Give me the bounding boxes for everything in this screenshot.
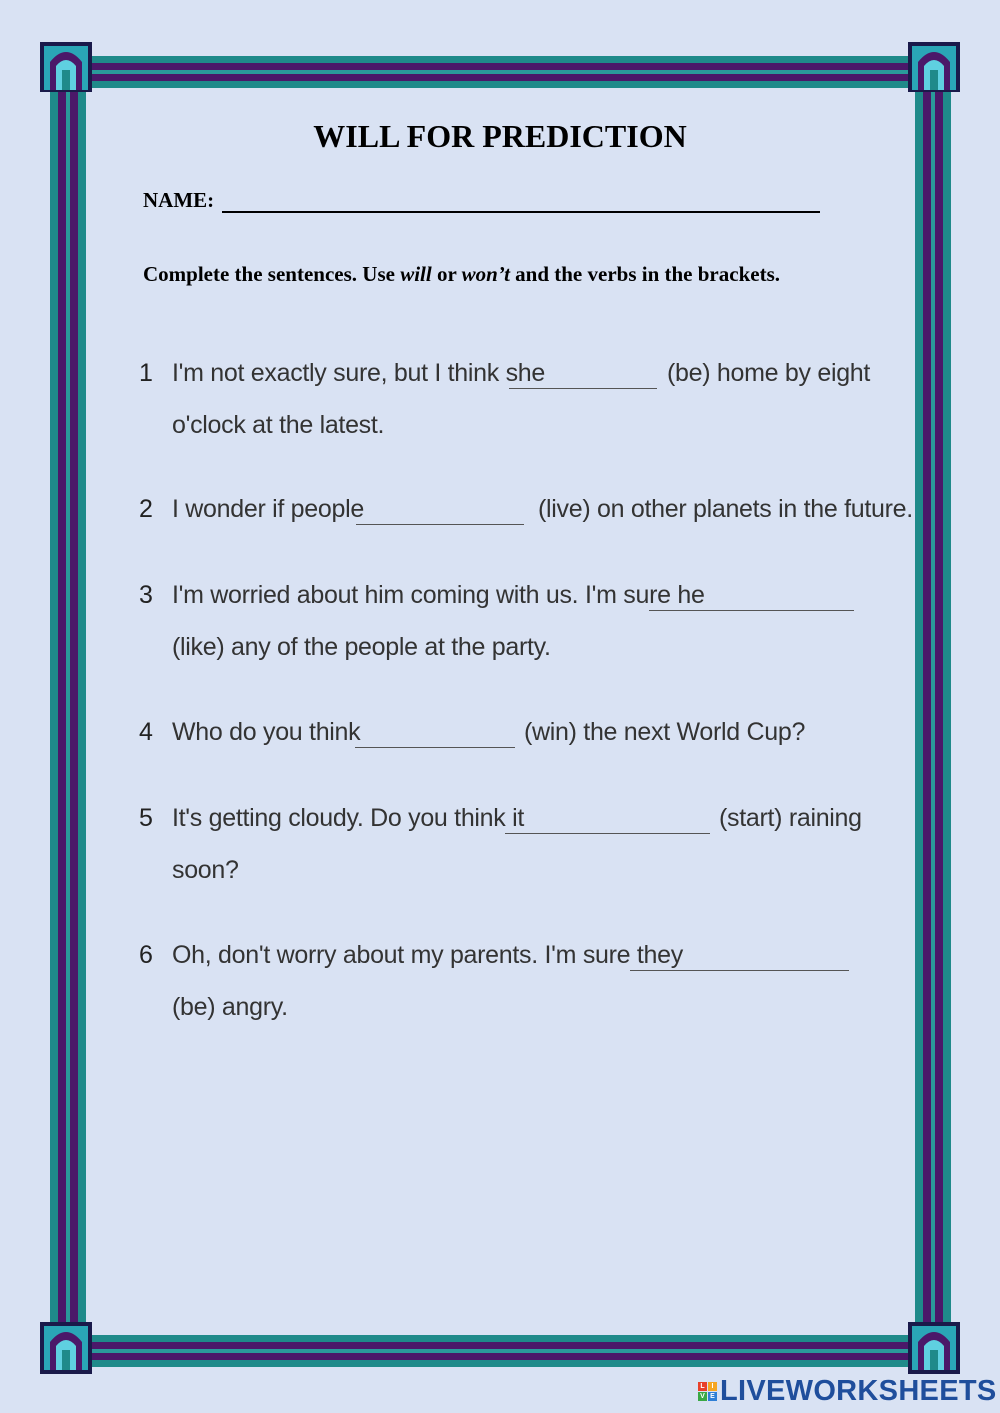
name-field[interactable] (222, 191, 820, 213)
instructions-or: or (431, 262, 462, 286)
question-text: I'm not exactly sure, but I think she (172, 359, 546, 387)
logo-text: LIVEWORKSHEETS (720, 1375, 997, 1407)
question-text: Oh, don't worry about my parents. I'm sure they (172, 941, 683, 969)
liveworksheets-logo (698, 1375, 997, 1408)
answer-blank[interactable] (509, 388, 657, 389)
question-text-after: (live) on other planets in the future. (538, 495, 913, 523)
instructions-part2: and the verbs in the brackets. (509, 262, 780, 286)
corner-ornament-bottom-right (908, 1322, 960, 1374)
question-text: I'm worried about him coming with us. I'm sure he (172, 581, 705, 609)
question-text-after: (be) home by eight (667, 359, 871, 387)
question-text-line2: (like) any of the people at the party. (172, 633, 551, 661)
question-text: I wonder if people (172, 495, 364, 523)
corner-ornament-top-right (908, 42, 960, 92)
question-number: 3 (139, 581, 153, 609)
instructions (143, 262, 780, 287)
name-row (143, 188, 820, 213)
question-text-line2: o'clock at the latest. (172, 411, 385, 439)
answer-blank[interactable] (355, 747, 515, 748)
question-number: 6 (139, 941, 153, 969)
page-title: WILL FOR PREDICTION (313, 118, 687, 154)
question-number: 1 (139, 359, 153, 387)
corner-ornament-top-left (40, 42, 92, 92)
corner-ornament-bottom-left (40, 1322, 92, 1374)
instructions-part1: Complete the sentences. Use (143, 262, 401, 286)
question-text: It's getting cloudy. Do you think it (172, 804, 525, 832)
instructions-wont: won’t (461, 262, 510, 286)
name-label: NAME: (143, 188, 215, 212)
question-number: 5 (139, 804, 153, 832)
question-text-after: (start) raining (719, 804, 862, 832)
instructions-will: will (400, 262, 432, 286)
question-number: 2 (139, 495, 153, 523)
answer-blank[interactable] (630, 970, 849, 971)
question-number: 4 (139, 718, 153, 746)
question-text-line2: (be) angry. (172, 993, 288, 1021)
question-text-after: (win) the next World Cup? (524, 718, 806, 746)
answer-blank[interactable] (505, 833, 710, 834)
logo-mark-icon: L I V E (698, 1382, 717, 1401)
question-text: Who do you think (172, 718, 361, 746)
answer-blank[interactable] (356, 524, 524, 525)
question-text-line2: soon? (172, 856, 239, 884)
answer-blank[interactable] (649, 610, 854, 611)
